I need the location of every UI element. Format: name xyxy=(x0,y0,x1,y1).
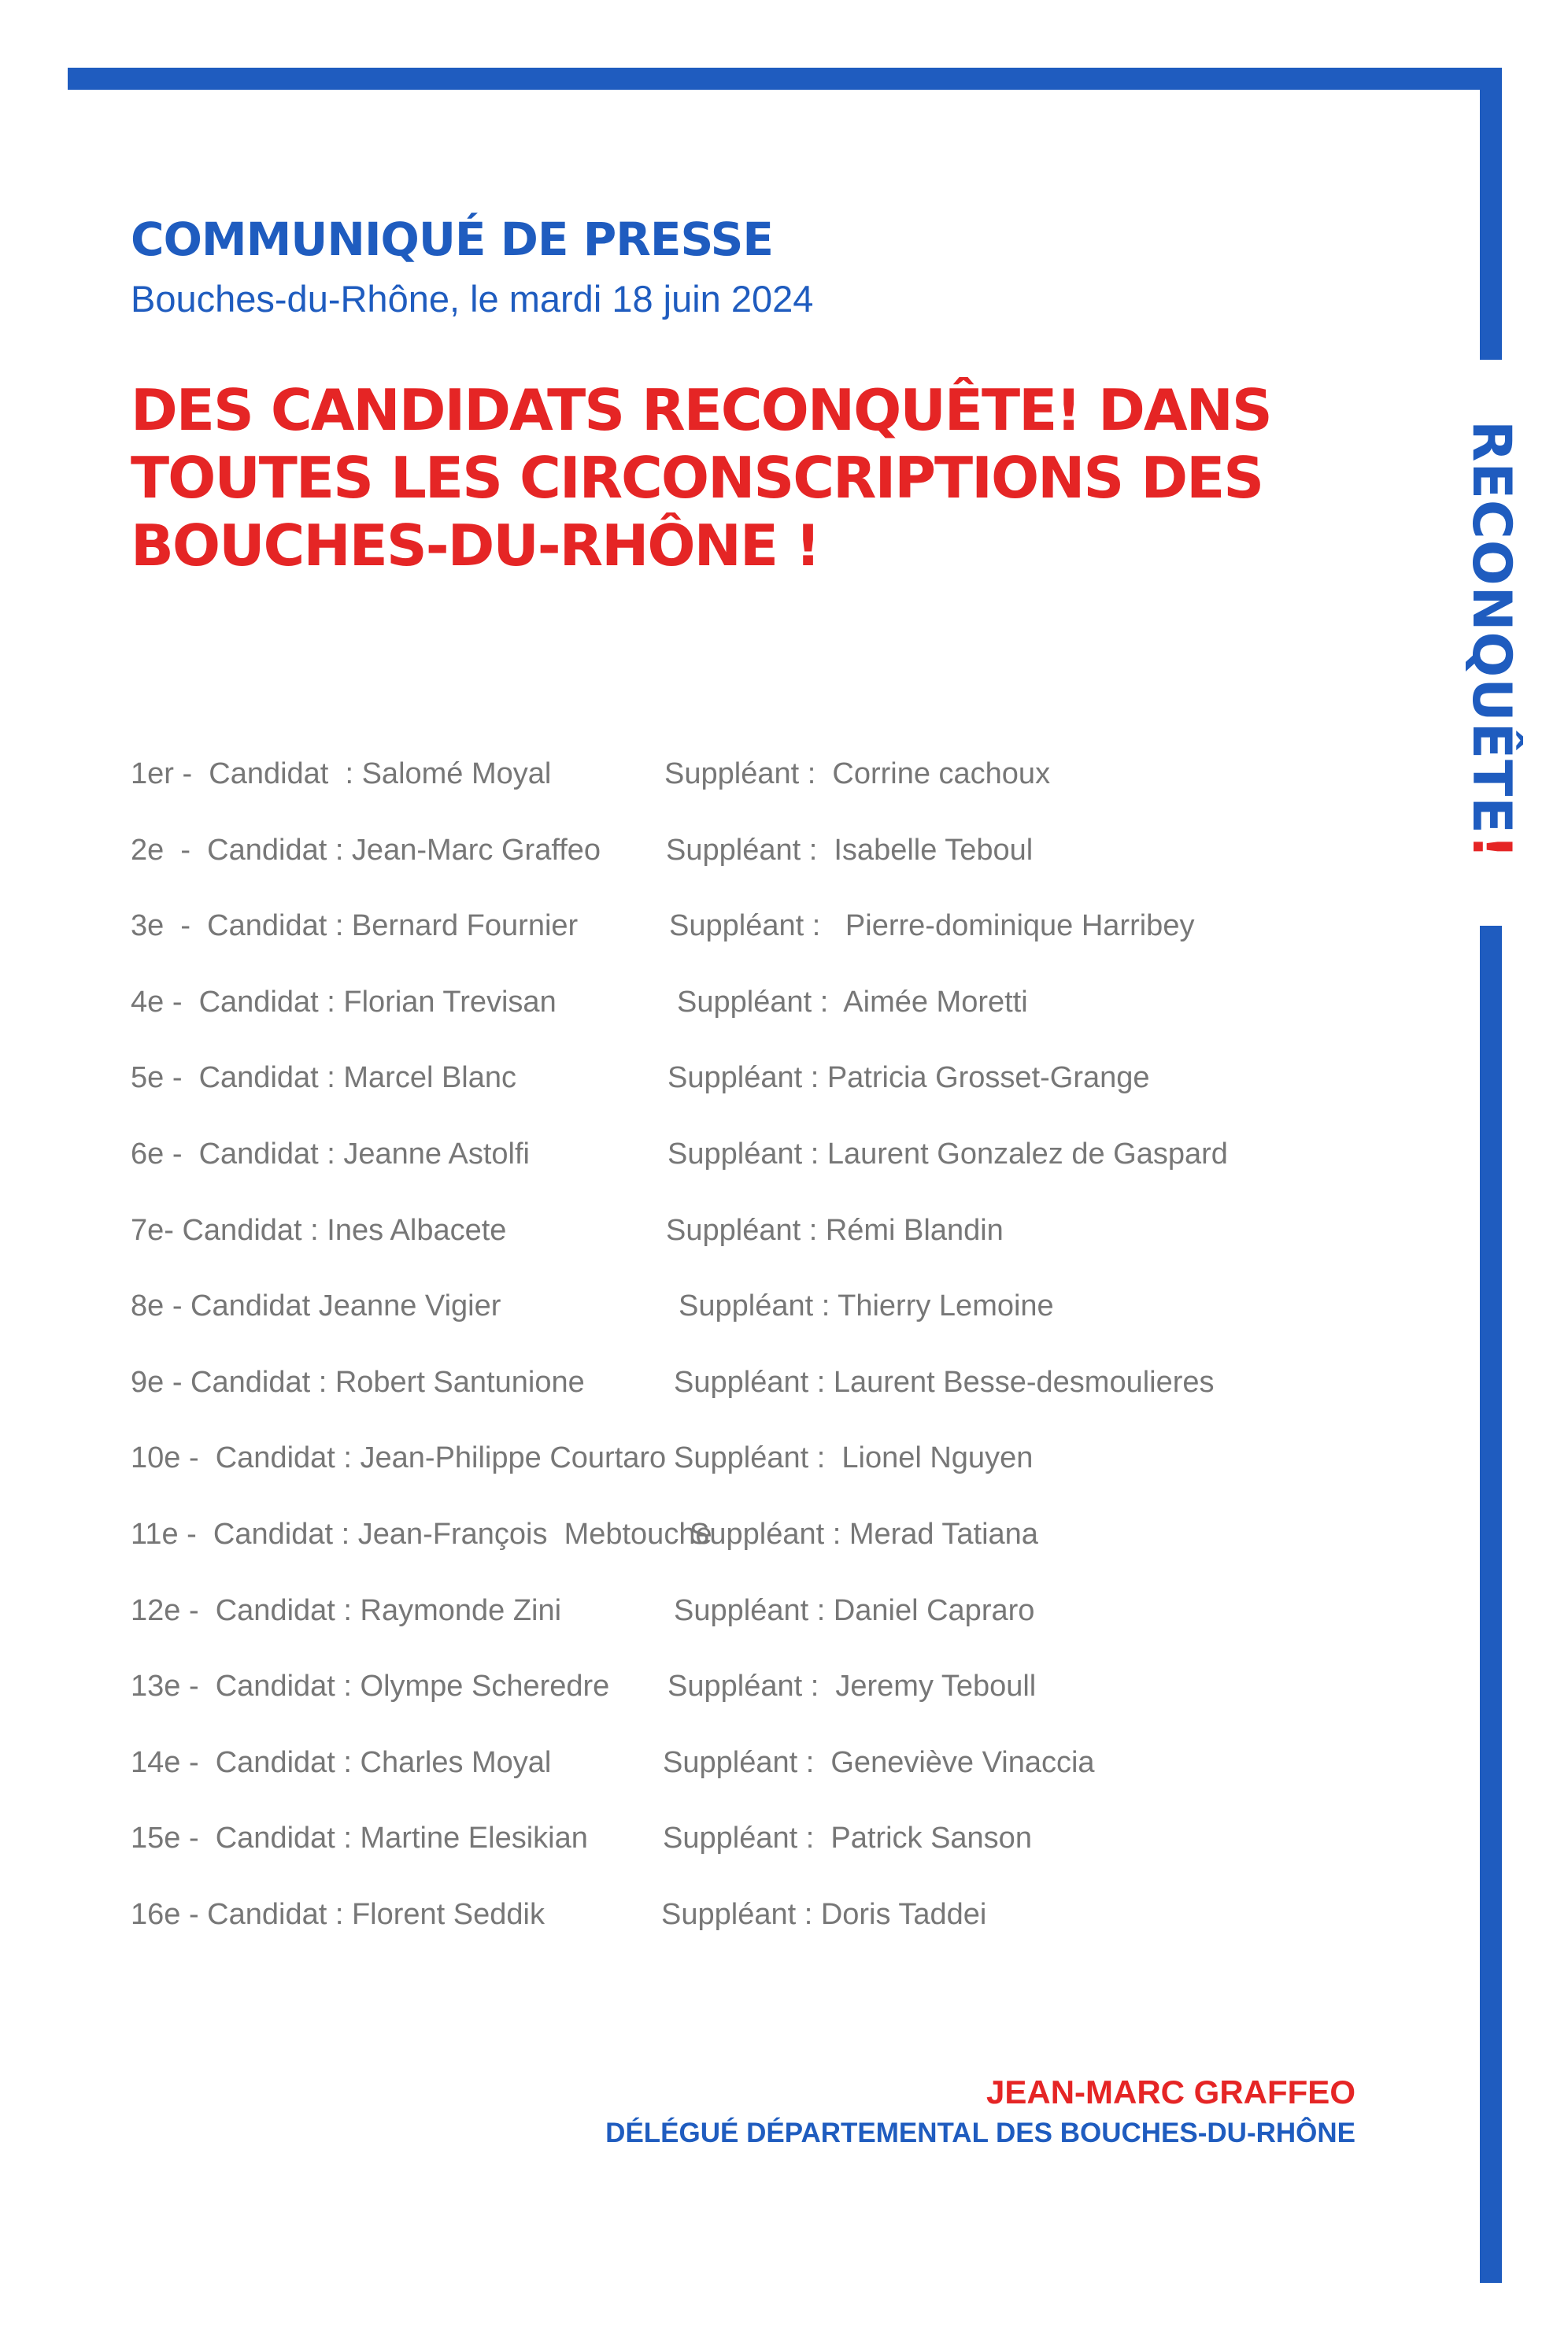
headline-line: TOUTES LES CIRCONSCRIPTIONS DES xyxy=(131,445,1263,511)
substitute-name: Suppléant : Thierry Lemoine xyxy=(679,1289,1054,1323)
candidate-name: 12e - Candidat : Raymonde Zini xyxy=(131,1593,562,1627)
list-item xyxy=(0,1441,1568,1489)
substitute-name: Suppléant : Pierre-dominique Harribey xyxy=(669,909,1195,943)
list-item xyxy=(0,1138,1568,1185)
substitute-name: Suppléant : Jeremy Teboull xyxy=(668,1670,1037,1704)
substitute-name: Suppléant : Lionel Nguyen xyxy=(674,1441,1034,1475)
substitute-name: Suppléant : Aimée Moretti xyxy=(677,985,1028,1019)
dateline: Bouches-du-Rhône, le mardi 18 juin 2024 xyxy=(131,278,814,320)
substitute-name: Suppléant : Laurent Gonzalez de Gaspard xyxy=(668,1138,1228,1171)
list-item xyxy=(0,1822,1568,1869)
candidate-name: 11e - Candidat : Jean-François Mebtouche xyxy=(131,1518,712,1551)
candidate-name: 16e - Candidat : Florent Seddik xyxy=(131,1898,545,1931)
list-item xyxy=(0,1746,1568,1793)
frame-top-bar xyxy=(68,68,1502,90)
substitute-name: Suppléant : Laurent Besse-desmoulieres xyxy=(674,1365,1215,1399)
signatory-role: DÉLÉGUÉ DÉPARTEMENTAL DES BOUCHES-DU-RHÔNE xyxy=(605,2118,1355,2148)
substitute-name: Suppléant : Geneviève Vinaccia xyxy=(663,1745,1095,1779)
list-item xyxy=(0,1518,1568,1565)
candidate-name: 14e - Candidat : Charles Moyal xyxy=(131,1745,552,1779)
list-item xyxy=(0,1061,1568,1108)
substitute-name: Suppléant : Doris Taddei xyxy=(661,1898,987,1931)
list-item xyxy=(0,1594,1568,1641)
list-item xyxy=(0,1898,1568,1945)
substitute-name: Suppléant : Isabelle Teboul xyxy=(666,833,1034,867)
substitute-name: Suppléant : Patrick Sanson xyxy=(663,1822,1032,1855)
list-item xyxy=(0,1289,1568,1337)
substitute-name: Suppléant : Corrine cachoux xyxy=(664,757,1051,790)
candidate-name: 2e - Candidat : Jean-Marc Graffeo xyxy=(131,833,601,867)
list-item xyxy=(0,986,1568,1033)
headline xyxy=(131,376,1271,579)
candidate-name: 15e - Candidat : Martine Elesikian xyxy=(131,1822,588,1855)
signatory-name: JEAN-MARC GRAFFEO xyxy=(986,2073,1355,2110)
list-item xyxy=(0,909,1568,956)
list-item xyxy=(0,1366,1568,1413)
candidate-name: 9e - Candidat : Robert Santunione xyxy=(131,1365,585,1399)
brand-logo-text: RECONQUÊTE xyxy=(1460,420,1522,834)
candidate-name: 10e - Candidat : Jean-Philippe Courtaro xyxy=(131,1441,667,1475)
substitute-name: Suppléant : Daniel Capraro xyxy=(674,1593,1035,1627)
substitute-name: Suppléant : Rémi Blandin xyxy=(666,1213,1004,1247)
candidate-name: 4e - Candidat : Florian Trevisan xyxy=(131,985,557,1019)
candidate-name: 6e - Candidat : Jeanne Astolfi xyxy=(131,1138,530,1171)
substitute-name: Suppléant : Patricia Grosset-Grange xyxy=(668,1061,1150,1095)
headline-line: DES CANDIDATS RECONQUÊTE! DANS xyxy=(131,377,1271,443)
list-item xyxy=(0,757,1568,805)
press-release-label: COMMUNIQUÉ DE PRESSE xyxy=(131,213,774,266)
headline-line: BOUCHES-DU-RHÔNE ! xyxy=(131,512,819,579)
candidate-name: 7e- Candidat : Ines Albacete xyxy=(131,1213,507,1247)
candidate-name: 3e - Candidat : Bernard Fournier xyxy=(131,909,579,943)
candidate-name: 5e - Candidat : Marcel Blanc xyxy=(131,1061,517,1095)
candidate-name: 8e - Candidat Jeanne Vigier xyxy=(131,1289,501,1323)
substitute-name: Suppléant : Merad Tatiana xyxy=(690,1518,1038,1551)
list-item xyxy=(0,1670,1568,1717)
brand-logo-exclamation: ! xyxy=(1460,834,1522,860)
list-item xyxy=(0,834,1568,881)
list-item xyxy=(0,1214,1568,1261)
candidate-name: 1er - Candidat : Salomé Moyal xyxy=(131,757,552,790)
candidate-name: 13e - Candidat : Olympe Scheredre xyxy=(131,1670,610,1704)
frame-right-bar-upper xyxy=(1480,68,1502,360)
